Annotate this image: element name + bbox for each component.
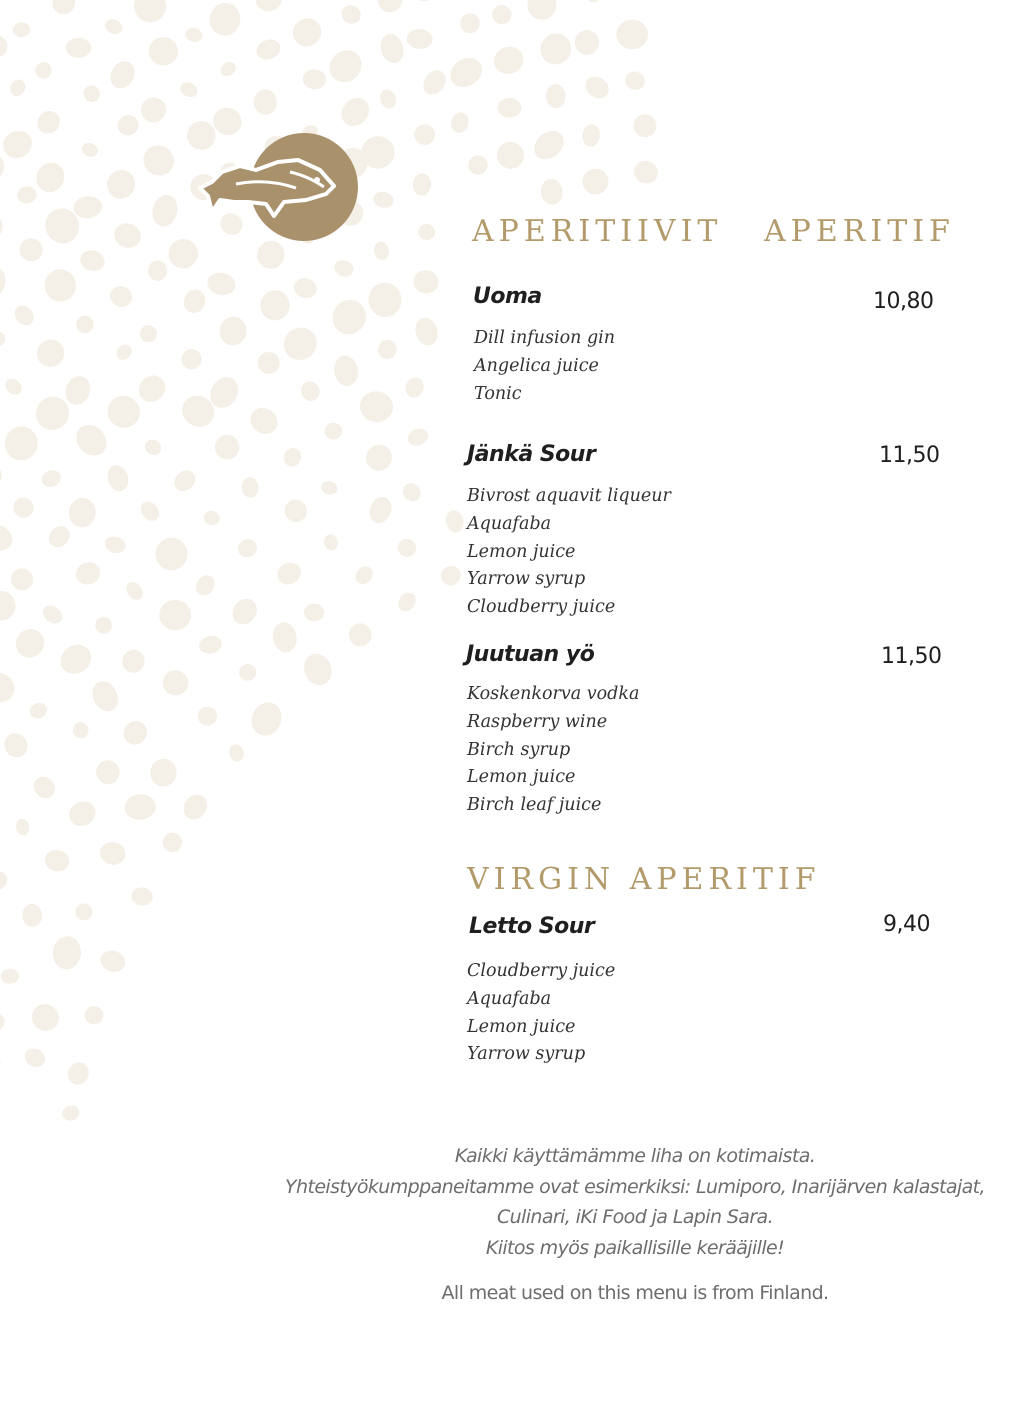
dot [412,172,433,196]
dot [322,533,339,552]
item-name: Jänkä Sour [467,442,596,467]
dot [0,32,11,60]
dot [39,602,65,627]
heading-aperitif: APERITIF [764,214,955,249]
dot [10,623,49,663]
dot [247,698,287,741]
dot [180,286,208,316]
dot [0,585,21,626]
dot [102,165,140,203]
dot [619,0,652,4]
ingredient: Lemon juice [467,767,576,788]
dot [43,848,71,874]
dot [489,2,514,27]
dot [22,904,42,928]
footer-line: Kaikki käyttämämme liha on kotimaista. [454,1145,816,1167]
dot [110,219,144,252]
dot [137,498,163,525]
dot [0,669,18,706]
dot [92,756,124,788]
heading-virgin-aperitif: VIRGIN APERITIF [467,862,821,897]
dot [320,479,339,496]
dot [104,462,132,494]
dot [9,493,37,521]
dot [372,240,390,261]
dot [0,729,32,762]
dot [192,572,218,599]
dot [539,178,564,207]
dot [367,281,403,318]
dot [375,337,400,362]
dot [304,603,325,621]
dot [66,38,92,58]
dot [323,421,344,441]
dot [107,283,136,311]
dot [332,354,361,388]
dot [302,68,327,90]
item-name: Uoma [473,284,542,309]
dot [256,351,281,376]
dot [338,2,364,28]
dot [92,614,115,637]
dot [11,302,38,329]
dot [26,999,64,1037]
dot [377,87,399,111]
dot [3,424,40,462]
dot [51,935,82,971]
dot [372,190,395,210]
dot [71,720,91,740]
dot [254,36,284,63]
footer-line: Kiitos myös paikallisille kerääjille! [485,1236,785,1259]
dot [630,111,660,141]
dot [160,667,191,698]
dot [16,185,38,205]
ingredient: Bivrost aquavit liqueur [467,486,671,506]
footer-line: Yhteistyökumppaneitamme ovat esimerkiksi: Lumiporo, Inarijärven kalastajat, [285,1175,985,1198]
dot [87,677,123,716]
dot [73,901,94,922]
dot [631,158,661,186]
item-price: 9,40 [883,912,930,937]
dot [327,295,371,340]
dot [403,375,427,401]
dot [133,370,170,407]
dot [177,345,205,373]
dot [405,425,431,448]
dot [43,267,79,303]
ingredient: Birch syrup [467,739,571,760]
ingredient-list [474,325,615,408]
dot [361,439,398,476]
dot [179,790,212,824]
dot [0,868,11,894]
dot [21,1045,48,1071]
dot [106,57,139,93]
footer-note [270,1141,1000,1304]
dot [0,968,19,984]
dot [0,520,16,555]
ingredient: Dill infusion gin [474,328,616,348]
dot [0,781,2,812]
dot [323,44,368,89]
dot [197,633,224,655]
dot [527,0,557,20]
dot [103,534,128,555]
ingredient: Koskenkorva vodka [467,684,640,704]
dot [114,111,143,140]
dot [2,375,25,398]
dot [227,742,246,763]
dot [411,268,440,296]
ingredient: Aquafaba [467,988,552,1009]
ingredient: Lemon juice [467,541,576,562]
dot [73,559,104,588]
ingredient: Angelica juice [474,355,599,376]
dot [98,840,128,868]
dot [205,270,238,299]
dot [55,639,97,680]
dot [0,1013,5,1031]
dot [33,106,65,138]
dot [148,36,179,66]
dot [546,84,566,109]
ingredient: Raspberry wine [467,711,608,732]
dot [245,403,283,440]
dot [0,329,8,352]
dot [136,322,160,346]
dot [286,0,321,2]
dot [7,565,36,594]
item-price: 10,80 [873,289,934,314]
dot [218,315,249,347]
ingredient-list [467,681,639,820]
dot [336,92,375,131]
item-price: 11,50 [879,443,940,468]
dot [146,755,180,790]
dot [31,158,69,197]
dot [103,16,125,36]
dot [124,793,157,821]
dot [82,1004,106,1027]
dot [492,137,529,174]
dot [573,29,600,57]
dot [358,389,395,424]
dot [65,797,100,830]
dot [202,509,222,527]
dot [75,314,95,334]
dot [399,480,424,505]
dot [178,80,200,100]
dot [113,342,134,363]
dot [218,59,239,79]
dot [78,247,108,274]
footer-line: Culinari, iKi Food ja Lapin Sara. [496,1206,774,1228]
dot [120,647,147,675]
dot [137,139,180,181]
item-name: Letto Sour [469,914,595,939]
dot [60,1103,81,1122]
ingredient: Tonic [474,383,522,404]
dot [581,72,613,103]
dot [131,887,154,907]
dot [581,123,600,147]
dot [195,704,220,729]
dot [160,831,184,855]
dot [207,0,243,38]
dot [32,334,70,372]
dot [98,947,128,975]
item-name: Juutuan yö [466,642,595,667]
dot [67,496,97,528]
dot [464,152,491,179]
dot [65,1059,92,1087]
dot [45,522,74,552]
dot [27,700,49,721]
dot [497,98,521,118]
dot [270,620,299,654]
dot [0,265,7,298]
fish-logo-icon [196,132,362,244]
dot [12,21,31,38]
dot [19,238,44,263]
dot [235,536,261,561]
dot [416,221,438,242]
dot [170,466,199,495]
dot [153,535,191,573]
dot [123,579,146,603]
dot [158,599,191,631]
dot [366,494,396,527]
dot [298,379,322,404]
dot [408,0,442,6]
dot [184,26,204,43]
dot [273,558,305,588]
dot [239,664,257,681]
dot [62,373,95,409]
footer-english: All meat used on this menu is from Finland. [441,1282,829,1304]
dot [332,258,356,280]
dot [534,27,577,70]
dot [396,537,418,559]
dot [0,209,6,242]
dot [258,288,292,323]
dot [579,165,612,197]
dot [0,1043,6,1081]
ingredient: Lemon juice [467,1016,576,1037]
dot [80,141,100,160]
ingredient: Cloudberry juice [467,597,616,618]
dot [254,89,277,115]
dot [287,13,327,53]
heading-aperitiivit: APERITIIVIT [472,214,723,249]
dot [119,716,152,749]
dot [281,445,303,469]
dot [15,818,31,837]
dot [102,390,146,433]
dot [7,77,28,99]
dot [352,563,377,588]
dot [615,19,649,51]
dot [280,495,311,526]
dot [346,620,375,649]
dot [373,0,407,17]
dot [377,31,406,66]
dot [292,275,320,300]
dot [406,29,432,50]
dot [437,562,464,589]
dot [300,650,337,690]
dot [490,42,527,78]
dot [241,476,260,498]
dot [0,460,6,490]
dot [444,509,466,535]
dot [142,436,164,458]
item-price: 11,50 [881,644,942,669]
dot [449,111,470,135]
dot [419,66,451,99]
dot [529,125,570,165]
dot [147,260,167,281]
dot [72,195,103,220]
dot [136,92,171,127]
dot [278,321,323,366]
dot [39,467,63,490]
dot [228,594,262,629]
dot [80,82,103,105]
dot [458,11,483,36]
ingredient-list [467,958,615,1069]
ingredient: Yarrow syrup [467,569,586,590]
dot [30,772,60,802]
dot [395,589,419,614]
dot [211,431,243,463]
dot [252,0,286,15]
dot [410,120,439,149]
ingredient: Birch leaf juice [467,795,602,816]
ingredient-list [467,483,671,622]
ingredient: Yarrow syrup [467,1044,586,1065]
dot [34,60,54,80]
dot [48,0,79,19]
dot [445,52,488,93]
dot [412,315,441,348]
ingredient: Cloudberry juice [467,961,616,981]
ingredient: Aquafaba [467,513,552,534]
dot [131,0,169,25]
dot [70,419,113,462]
dot [0,126,37,164]
dot [583,0,605,5]
dot [149,192,180,229]
dot [623,69,647,92]
